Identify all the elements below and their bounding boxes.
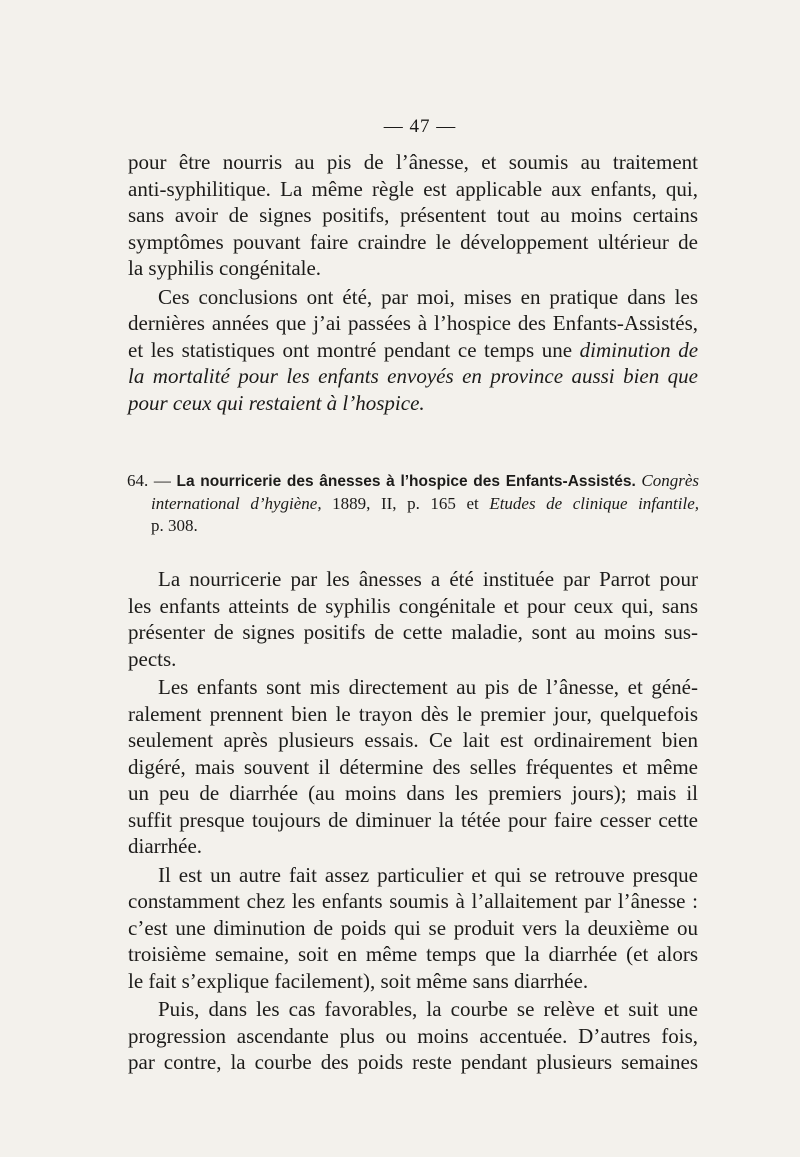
text-line: La nourricerie par les ânesses a été instituée par Parrot pour — [158, 567, 698, 591]
reference-journal: Etudes de clinique infantile, — [489, 494, 699, 513]
text-line: diarrhée. — [128, 834, 203, 858]
text-line: sans avoir de signes positifs, présentent tout au moins certains — [128, 203, 698, 227]
text-line: le fait s’explique facilement), soit même sans diarrhée. — [128, 968, 589, 993]
paragraph-nourricerie — [128, 566, 698, 672]
text-line: seulement après plusieurs essais. Ce lait est ordinairement bien — [128, 728, 698, 752]
reference-journal: international d’hygiène, — [151, 494, 322, 513]
paragraph-poids — [128, 862, 698, 995]
text-line: progression ascendante plus ou moins accentuée. D’autres fois, — [128, 1023, 698, 1048]
text-line: pour être nourris au pis de l’ânesse, et soumis au traitement — [128, 150, 698, 174]
text-line: anti-syphilitique. La même règle est applicable aux enfants, qui, — [128, 176, 698, 201]
paragraph-continued — [128, 149, 698, 282]
reference-line — [127, 470, 699, 493]
text-line: Ces conclusions ont été, par moi, mises en pratique dans les — [158, 284, 698, 309]
reference-details: 1889, II, p. 165 et — [332, 494, 479, 513]
text-line: les enfants atteints de syphilis congénitale et pour ceux qui, sans — [128, 593, 698, 618]
text-line: dernières années que j’ai passées à l’hospice des Enfants-Assistés, — [128, 311, 698, 335]
reference-title: La nourricerie des ânesses à l’hospice des Enfants-Assistés. — [176, 473, 636, 490]
text-line — [128, 337, 698, 364]
text-line: la syphilis congénitale. — [128, 256, 322, 280]
text-segment: et les statistiques ont montré pendant ce temps une — [128, 337, 573, 362]
text-line: pour ceux qui restaient à l’hospice. — [128, 390, 425, 415]
text-line: symptômes pouvant faire craindre le développement ultérieur de — [128, 229, 698, 254]
reference-number: 64. — — [127, 471, 171, 490]
text-line: la mortalité pour les enfants envoyés en province aussi bien que — [128, 364, 698, 388]
text-line: Il est un autre fait assez particulier et qui se retrouve presque — [158, 862, 698, 887]
text-line: pects. — [128, 646, 177, 671]
reference-details: p. 308. — [151, 516, 198, 535]
text-line: suffit presque toujours de diminuer la tétée pour faire cesser cette — [128, 807, 698, 832]
text-line: un peu de diarrhée (au moins dans les premiers jours); mais il — [128, 781, 698, 805]
bibliographic-reference — [127, 470, 699, 537]
text-line: Les enfants sont mis directement au pis de l’ânesse, et géné- — [158, 675, 698, 699]
text-line: Puis, dans les cas favorables, la courbe se relève et suit une — [158, 997, 698, 1021]
text-line: présenter de signes positifs de cette maladie, sont au moins sus- — [128, 620, 698, 644]
body-text-block — [128, 566, 698, 1076]
paragraph-conclusions — [128, 284, 698, 417]
top-text-block — [128, 149, 698, 416]
text-line: c’est une diminution de poids qui se produit vers la deuxième ou — [128, 915, 698, 940]
text-line: par contre, la courbe des poids reste pendant plusieurs semaines — [128, 1050, 698, 1074]
italic-segment: diminution de — [579, 337, 699, 362]
text-line: ralement prennent bien le trayon dès le premier jour, quelquefois — [128, 701, 698, 726]
reference-journal: Congrès — [641, 471, 700, 490]
text-line: digéré, mais souvent il détermine des selles fréquentes et même — [128, 754, 698, 779]
text-line: troisième semaine, soit en même temps que la diarrhée (et alors — [128, 942, 698, 966]
paragraph-enfants — [128, 674, 698, 860]
page-number: — 47 — — [383, 116, 457, 137]
reference-line — [127, 493, 699, 515]
text-line: constamment chez les enfants soumis à l’allaitement par l’ânesse : — [128, 889, 698, 913]
paragraph-courbe — [128, 996, 698, 1076]
